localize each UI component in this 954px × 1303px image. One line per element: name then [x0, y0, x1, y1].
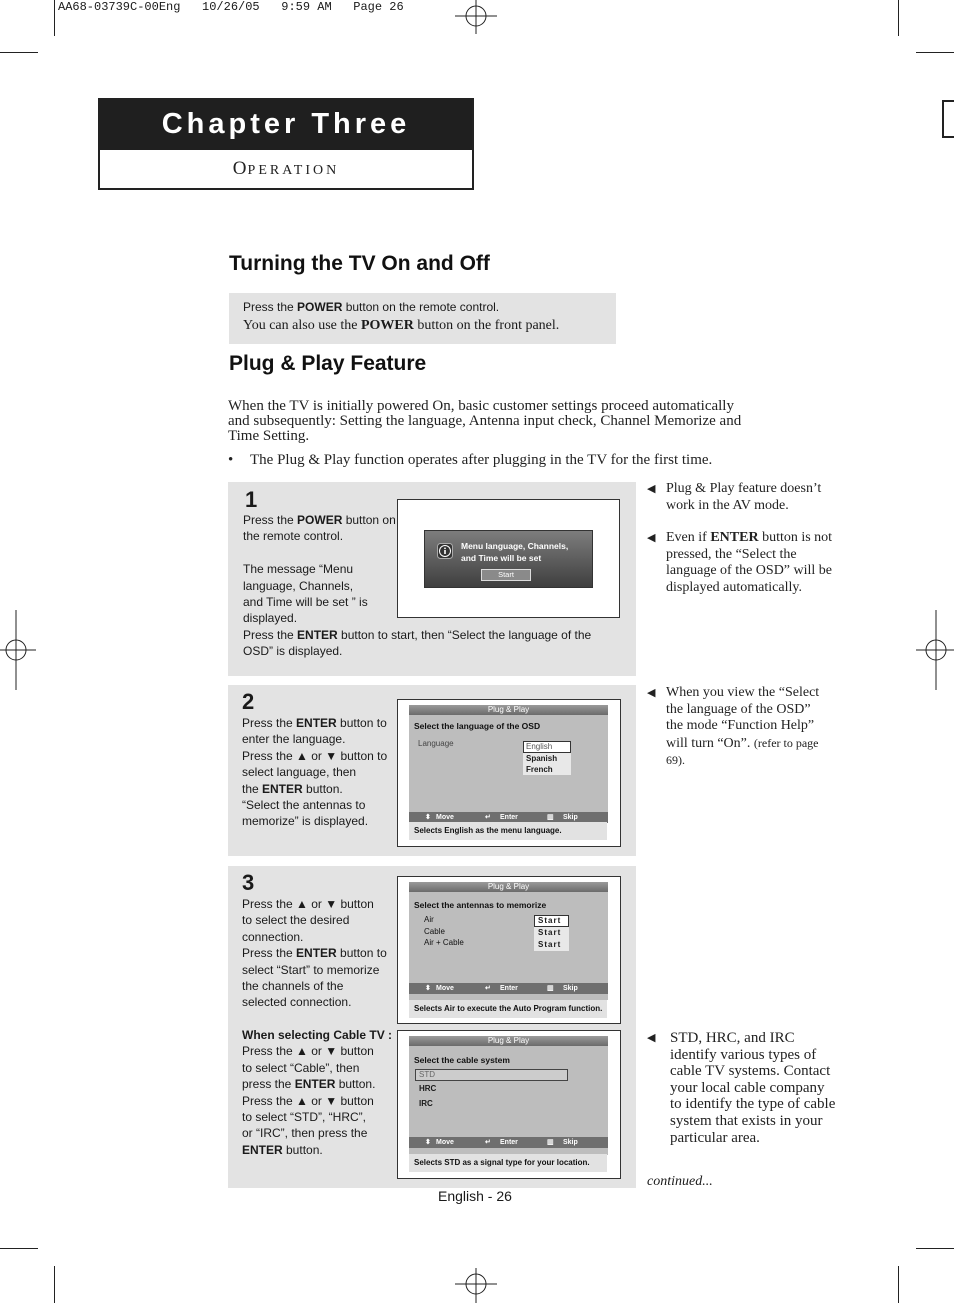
note-marker-icon: ◀	[647, 532, 656, 544]
osd-message: Menu language, Channels, and Time will be set	[461, 541, 569, 563]
antenna-air[interactable]: Air	[424, 915, 434, 924]
enter-icon: ↵	[485, 985, 491, 992]
print-slug: AA68-03739C-00Eng 10/26/05 9:59 AM Page 26	[58, 0, 404, 14]
skip-icon: ▥	[547, 814, 554, 821]
note-marker-icon: ◀	[647, 1032, 656, 1044]
start-button[interactable]: Start	[481, 569, 531, 581]
osd-heading: Select the language of the OSD	[414, 721, 541, 731]
option-french[interactable]: French	[523, 764, 571, 775]
bullet-note: • The Plug & Play function operates after plugging in the TV for the first time.	[228, 452, 713, 468]
crop-mark	[54, 0, 55, 36]
crop-mark	[0, 1248, 38, 1249]
registration-mark-icon	[916, 610, 954, 690]
option-std[interactable]: STD	[415, 1069, 568, 1081]
option-hrc[interactable]: HRC	[419, 1084, 437, 1093]
antenna-air-cable[interactable]: Air + Cable	[424, 938, 464, 947]
note-av-mode: ◀ Plug & Play feature doesn’t work in the AV mode.	[647, 481, 822, 513]
start-air-button[interactable]: Start	[534, 915, 569, 927]
foot-enter: Enter	[500, 1139, 518, 1146]
crop-mark	[898, 1266, 899, 1303]
power-instructions-box	[229, 293, 616, 344]
osd-menu	[409, 882, 608, 1000]
note-marker-icon: ◀	[647, 687, 656, 699]
osd-menu	[409, 1036, 608, 1155]
foot-enter: Enter	[500, 814, 518, 821]
registration-mark-icon	[0, 610, 36, 690]
step-3-text: Press the ▲ or ▼ button to select the desired connection. Press the ENTER button to select “Start” to memorize the channels of the selected connection.	[242, 897, 387, 1010]
continued-label: continued...	[647, 1174, 713, 1189]
foot-enter: Enter	[500, 985, 518, 992]
osd-help-text: Selects English as the menu language.	[409, 822, 607, 840]
start-cable-button[interactable]: Start	[538, 928, 562, 937]
section-title-plug-play: Plug & Play Feature	[229, 352, 427, 375]
osd-help-text: Selects STD as a signal type for your location.	[409, 1154, 607, 1172]
step-1-text: Press the POWER button on the remote control. The message “Menu language, Channels, and Time will be set ” is displayed. Press the ENTER button to start, then “Select the language of the OSD” is displayed.	[243, 513, 592, 659]
power-line-1: Press the POWER button on the remote control.	[243, 300, 500, 314]
chapter-title: Chapter Three	[100, 100, 472, 150]
crop-mark	[0, 52, 38, 53]
note-enter-not-pressed: ◀ Even if ENTER button is not pressed, the “Select the language of the OSD” will be displayed automatically.	[647, 530, 833, 595]
option-english[interactable]: English	[523, 741, 571, 753]
crop-mark	[916, 52, 954, 53]
start-column	[534, 915, 569, 951]
osd-footer	[409, 983, 608, 994]
note-marker-icon: ◀	[647, 483, 656, 495]
foot-skip: Skip	[563, 985, 578, 992]
step-number: 3	[242, 870, 255, 895]
foot-skip: Skip	[563, 814, 578, 821]
cable-heading: When selecting Cable TV :	[242, 1028, 393, 1042]
enter-icon: ↵	[485, 1139, 491, 1146]
page-number: English - 26	[438, 1188, 512, 1204]
move-icon: ⬍	[425, 985, 431, 992]
antenna-cable[interactable]: Cable	[424, 926, 445, 936]
skip-icon: ▥	[547, 1139, 554, 1146]
move-icon: ⬍	[425, 1139, 431, 1146]
osd-message-box	[424, 530, 593, 588]
cable-instructions: When selecting Cable TV : Press the ▲ or ▼ button to select “Cable”, then press the ENTER button. Press the ▲ or ▼ button to select “STD”, “HRC”, or “IRC”, then press the ENTER button.	[242, 1028, 393, 1157]
foot-skip: Skip	[563, 1139, 578, 1146]
antenna-list	[424, 914, 464, 949]
osd-menu	[409, 705, 608, 823]
registration-mark-icon	[455, 0, 497, 36]
chapter-subtitle: OPERATION	[232, 158, 340, 179]
thumb-tab	[942, 100, 954, 138]
osd-heading: Select the cable system	[414, 1055, 510, 1065]
step-3-panel	[228, 866, 636, 1188]
foot-move: Move	[436, 814, 454, 821]
note-cable-systems: ◀ STD, HRC, and IRC identify various types of cable TV systems. Contact your local cable company to identify the type of cable system that exists in your particular area.	[647, 1030, 836, 1146]
step-number: 2	[242, 689, 255, 714]
info-icon	[437, 543, 453, 559]
skip-icon: ▥	[547, 985, 554, 992]
osd-title: Plug & Play	[409, 882, 608, 892]
enter-icon: ↵	[485, 814, 491, 821]
step-number: 1	[245, 487, 258, 512]
note-function-help: ◀ When you view the “Select the language of the OSD” the mode “Function Help” will turn “On”. (refer to page 69).	[647, 685, 820, 767]
crop-mark	[54, 1266, 55, 1303]
language-options	[523, 741, 571, 775]
chapter-box	[98, 98, 474, 190]
step-2-panel	[228, 685, 636, 856]
foot-move: Move	[436, 985, 454, 992]
move-icon: ⬍	[425, 814, 431, 821]
start-air-cable-button[interactable]: Start	[538, 940, 562, 949]
cable-system-list	[415, 1069, 568, 1111]
tv-screen-step-1	[397, 499, 620, 618]
crop-mark	[916, 1248, 954, 1249]
language-label: Language	[418, 739, 454, 748]
crop-mark	[898, 0, 899, 36]
tv-screen-antennas	[397, 876, 621, 1024]
osd-title: Plug & Play	[409, 705, 608, 715]
power-line-2: You can also use the POWER button on the front panel.	[243, 318, 560, 333]
osd-title: Plug & Play	[409, 1036, 608, 1046]
registration-mark-icon	[455, 1266, 497, 1303]
section-title-power: Turning the TV On and Off	[229, 252, 490, 275]
option-irc[interactable]: IRC	[419, 1099, 433, 1108]
osd-footer	[409, 1137, 608, 1148]
intro-paragraph: When the TV is initially powered On, basic customer settings proceed automatically and subsequently: Setting the language, Antenna input check, Channel Memorize and Time Setting.	[228, 398, 742, 444]
tv-screen-step-2	[397, 699, 621, 847]
option-spanish[interactable]: Spanish	[523, 753, 571, 764]
osd-heading: Select the antennas to memorize	[414, 900, 547, 910]
foot-move: Move	[436, 1139, 454, 1146]
step-1-panel	[228, 482, 636, 676]
step-2-text: Press the ENTER button to enter the language. Press the ▲ or ▼ button to select language, then the ENTER button. “Select the antennas to memorize” is displayed.	[242, 716, 388, 829]
osd-help-text: Selects Air to execute the Auto Program function.	[409, 1000, 607, 1018]
tv-screen-cable-system	[397, 1030, 621, 1179]
